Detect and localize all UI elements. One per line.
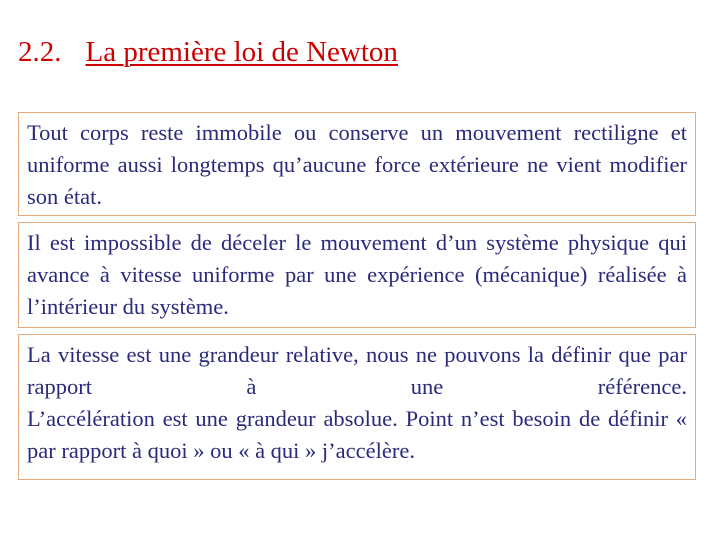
velocity-text: La vitesse est une grandeur relative, nous ne pouvons la définir que par rapport à une référence. (27, 342, 687, 399)
velocity-acceleration-box (18, 334, 696, 480)
relativity-text: Il est impossible de déceler le mouvement d’un système physique qui avance à vitesse uniforme par une expérience (mécanique) réalisée à l’intérieur du système. (27, 230, 687, 319)
definition-box (18, 112, 696, 216)
section-number: 2.2. (18, 36, 62, 68)
slide-title (18, 32, 398, 72)
section-title: La première loi de Newton (85, 36, 398, 68)
relativity-box (18, 222, 696, 328)
definition-text: Tout corps reste immobile ou conserve un mouvement rectiligne et uniforme aussi longtemps qu’aucune force extérieure ne vient modifier son état. (27, 120, 687, 209)
acceleration-text: L’accélération est une grandeur absolue. Point n’est besoin de définir « par rapport à quoi » ou « à qui » j’accélère. (27, 406, 687, 463)
